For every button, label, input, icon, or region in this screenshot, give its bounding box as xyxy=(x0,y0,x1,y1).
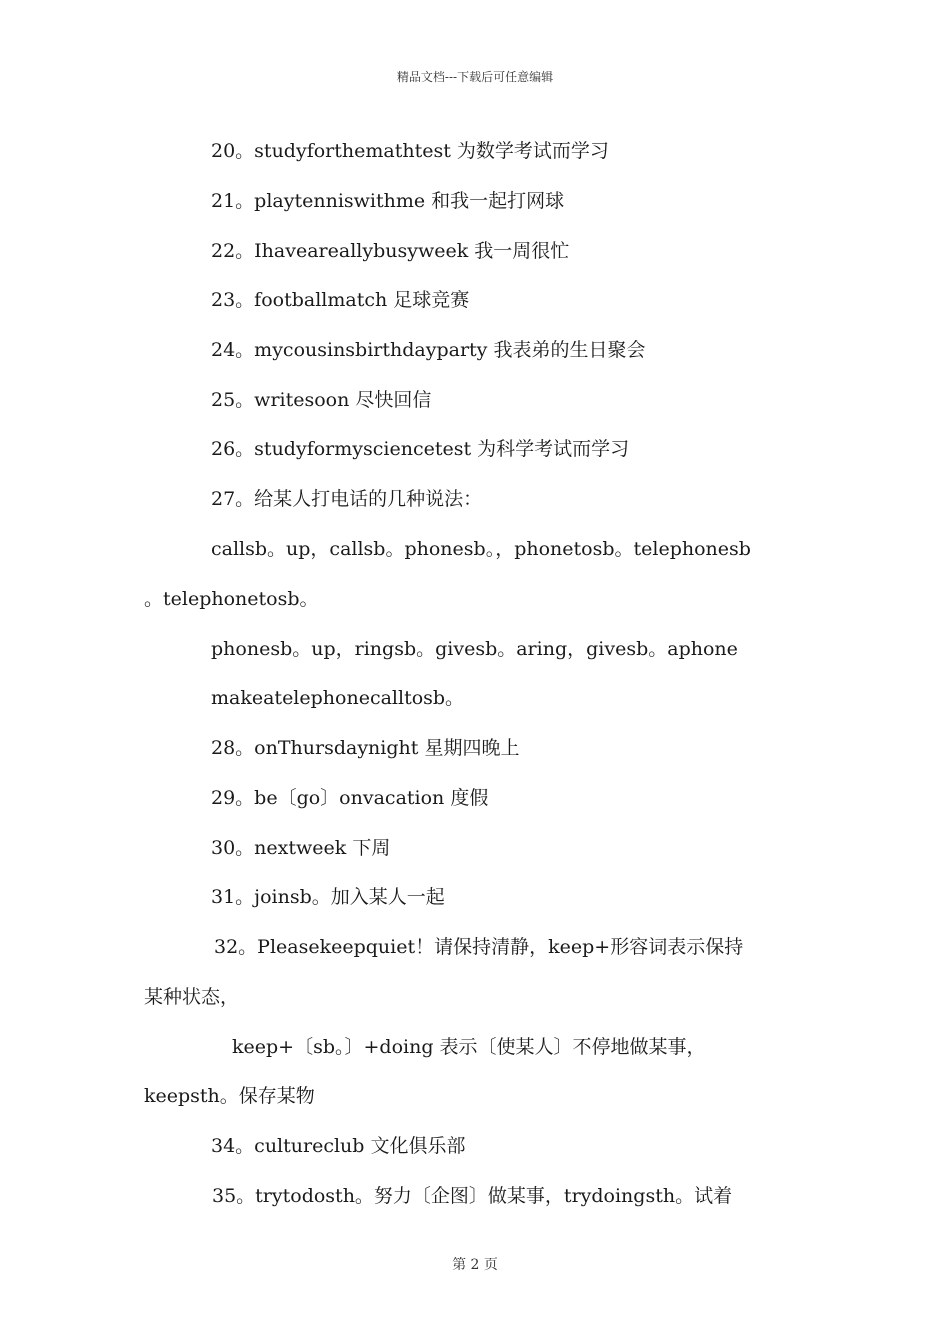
vocab-line: 23。footballmatch 足球竞赛 xyxy=(211,289,470,311)
vocab-line: 31。joinsb。加入某人一起 xyxy=(211,886,445,908)
vocab-line: 。telephonetosb。 xyxy=(144,588,319,610)
vocab-line: 27。给某人打电话的几种说法： xyxy=(211,488,483,510)
vocab-line: 21。playtenniswithme 和我一起打网球 xyxy=(211,190,565,212)
vocab-line: makeatelephonecalltosb。 xyxy=(211,687,465,709)
page-number: 第 2 页 xyxy=(452,1257,498,1273)
vocab-line: 34。cultureclub 文化俱乐部 xyxy=(211,1135,466,1157)
vocab-line: phonesb。up，ringsb。givesb。aring，givesb。aphone xyxy=(211,638,738,660)
vocab-line: 29。be〔go〕onvacation 度假 xyxy=(211,787,489,809)
vocab-line: 26。studyformysciencetest 为科学考试而学习 xyxy=(211,438,630,460)
page-header: 精品文档---下载后可任意编辑 xyxy=(396,70,554,84)
vocab-line: keepsth。保存某物 xyxy=(144,1085,315,1107)
vocab-line: 30。nextweek 下周 xyxy=(211,837,391,859)
vocab-line: 35。trytodosth。努力〔企图〕做某事，trydoingsth。试着 xyxy=(212,1185,733,1207)
vocab-line: 22。Ihaveareallybusyweek 我一周很忙 xyxy=(211,240,570,262)
vocab-line: 20。studyforthemathtest 为数学考试而学习 xyxy=(211,140,609,162)
vocab-line: keep+〔sb。〕+doing 表示〔使某人〕不停地做某事， xyxy=(232,1036,706,1058)
vocab-line: 某种状态， xyxy=(144,986,240,1008)
vocab-line: 25。writesoon 尽快回信 xyxy=(211,389,432,411)
vocab-line: 24。mycousinsbirthdayparty 我表弟的生日聚会 xyxy=(211,339,646,361)
vocab-line: 28。onThursdaynight 星期四晚上 xyxy=(211,737,520,759)
vocab-line: 32。Pleasekeepquiet！请保持清静，keep+形容词表示保持 xyxy=(214,936,744,958)
vocab-line: callsb。up，callsb。phonesb。，phonetosb。telephonesb xyxy=(211,538,751,560)
